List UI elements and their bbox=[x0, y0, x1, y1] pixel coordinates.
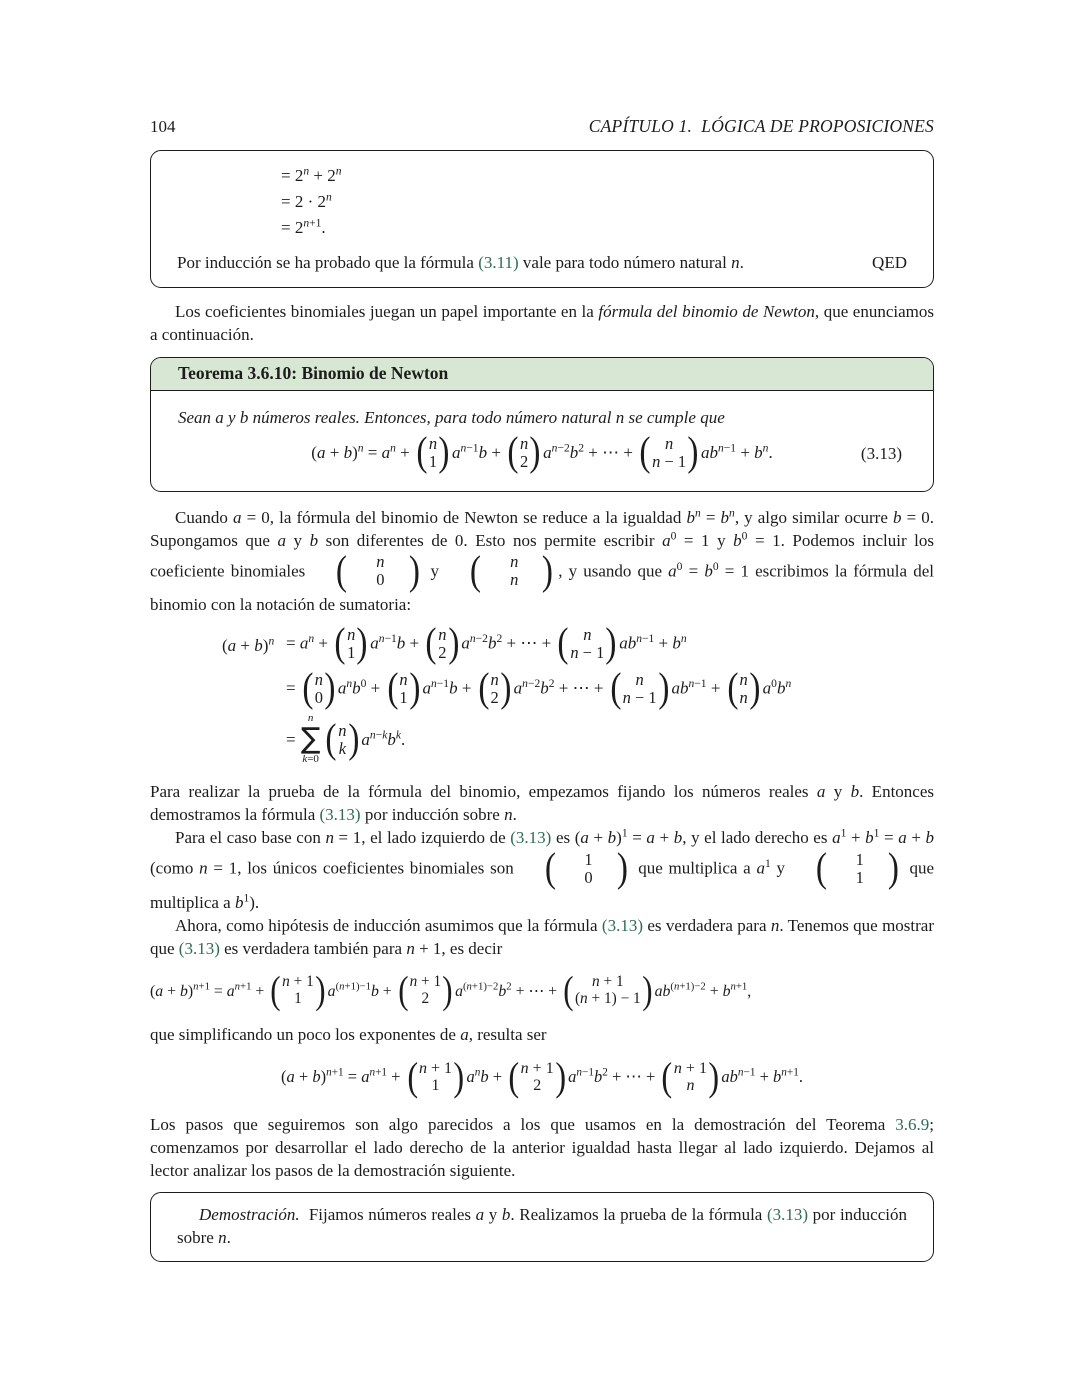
binomial-coefficient: ( n n ) bbox=[727, 664, 761, 711]
binomial-coefficient: ( n k ) bbox=[325, 715, 360, 762]
binomial-coefficient: ( n n − 1 ) bbox=[639, 429, 699, 475]
binomial-coefficient: ( n + 1 n ) bbox=[661, 1054, 720, 1100]
ref-3-13-link[interactable]: (3.13) bbox=[178, 938, 220, 958]
theorem-title: Teorema 3.6.10: Binomio de Newton bbox=[151, 358, 933, 391]
ref-3-13-link[interactable]: (3.13) bbox=[319, 804, 361, 824]
binomial-coefficient: ( n + 1 (n + 1) − 1 ) bbox=[563, 969, 653, 1012]
page-number: 104 bbox=[150, 117, 176, 136]
derivation-lhs: $(a + b)^n$ bbox=[222, 633, 275, 655]
paragraph-cuando: Cuando a = 0, la fórmula del binomio de Newton se reduce a la igualdad $b^n = b^n$, y algo similar ocurre b = 0. Supongamos que a y b son diferentes de 0. Esto nos permite escribir $a^0 = 1$ y $b^0 = 1$. Podemos incluir los coeficiente binomiales ( n 0 ) y ( n n ) , y usando que $a^0 = b^0 = 1$ escribimos la fórmula del binomio con la notación de sumatoria: bbox=[150, 506, 935, 615]
paragraph-para-realizar: Para realizar la prueba de la fórmula del binomio, empezamos fijando los números reales a y b. Entonces demostramos la fórmula (3.13) por inducción sobre n. bbox=[150, 781, 934, 824]
binomial-coefficient: ( n n − 1 ) bbox=[610, 664, 670, 711]
proof-box bbox=[150, 1192, 934, 1262]
binomial-coefficient: ( n + 1 2 ) bbox=[508, 1054, 566, 1100]
derivation-row bbox=[222, 664, 934, 711]
ref-3-13-link[interactable]: (3.13) bbox=[601, 915, 643, 935]
binomial-coefficient: ( n 1 ) bbox=[386, 664, 421, 711]
binomial-coefficient: ( n 2 ) bbox=[425, 620, 460, 667]
derivation-rhs: = n ∑ k=0 ( n k ) $a^{n-k}b^k$. bbox=[286, 711, 406, 766]
equation-line: = $2 \cdot 2^n$ bbox=[281, 190, 332, 211]
paragraph-ahora: Ahora, como hipótesis de inducción asumimos que la fórmula (3.13) es verdadera para n. Tenemos que mostrar que (3.13) es verdadera también para n + 1, es decir bbox=[150, 915, 935, 958]
binomial-coefficient: ( n + 1 2 ) bbox=[397, 969, 453, 1012]
derivation-row bbox=[222, 620, 934, 667]
ref-3-13-link[interactable]: (3.13) bbox=[766, 1204, 809, 1224]
equation-line: = $2^n + 2^n$ bbox=[281, 164, 342, 185]
ref-3-11-link[interactable]: (3.11) bbox=[478, 253, 519, 272]
induction-qed-box bbox=[150, 150, 934, 288]
binomial-coefficient: ( n 1 ) bbox=[416, 429, 450, 475]
induction-conclusion-text: Por inducción se ha probado que la fórmula (3.11) vale para todo número natural n. bbox=[177, 253, 744, 272]
binomial-coefficient: ( n 0 ) bbox=[336, 547, 420, 594]
paragraph-caso-base: Para el caso base con n = 1, el lado izquierdo de (3.13) es $(a + b)^1 = a + b$, y el lado derecho es $a^1 + b^1 = a + b$ (como n = 1, los únicos coeficientes binomiales son ( 1 0 ) que multiplica a $a^1$ y ( 1 1 ) que multiplica a $b^1$). bbox=[150, 826, 935, 912]
derivation-rhs: = ( n 0 ) $a^nb^0$ + ( n 1 ) $a^{n-1}b$ + ( n 2 ) $a^{n-2}b^2$ + ⋯ + ( n n − 1 ) $ab^{n-1}$ + ( n n ) $a^0b^n$ bbox=[286, 664, 792, 711]
binomial-coefficient: ( n + 1 1 ) bbox=[406, 1054, 465, 1100]
binomial-coefficient: ( n 0 ) bbox=[302, 664, 336, 711]
summation-symbol: n ∑ k=0 bbox=[300, 711, 321, 766]
equation-number-label: (3.13) bbox=[860, 443, 902, 463]
theorem-box bbox=[150, 357, 934, 492]
binomial-coefficient: ( 1 0 ) bbox=[544, 844, 628, 891]
equation-line: = $2^{n+1}$. bbox=[281, 216, 326, 237]
ref-3-13-link[interactable]: (3.13) bbox=[510, 827, 552, 847]
ref-teorema-3-6-9-link[interactable]: 3.6.9 bbox=[895, 1114, 930, 1134]
induction-step-equation: $(a + b)^{n+1} = a^{n+1}$ + ( n + 1 1 ) $a^{(n+1)-1}b$ + ( n + 1 2 ) $a^{(n+1)-2}b^2$ + ⋯ + ( n + 1 (n + 1) − 1 ) $ab^{(n+1)-2} + b^{n+1}$, bbox=[150, 969, 752, 1012]
binomial-coefficient: ( n + 1 1 ) bbox=[270, 969, 326, 1012]
simplified-equation: $(a + b)^{n+1} = a^{n+1}$ + ( n + 1 1 ) $a^nb$ + ( n + 1 2 ) $a^{n-1}b^2$ + ⋯ + ( n + 1 n ) $ab^{n-1} + b^{n+1}$. bbox=[281, 1054, 803, 1100]
theorem-statement: Sean a y b números reales. Entonces, para todo número natural n se cumple que bbox=[178, 408, 725, 427]
binomial-coefficient: ( n n ) bbox=[470, 547, 554, 594]
derivation-rhs: = $a^n$ + ( n 1 ) $a^{n-1}b$ + ( n 2 ) $a^{n-2}b^2$ + ⋯ + ( n n − 1 ) $ab^{n-1} + b^n$ bbox=[286, 620, 687, 667]
binomial-coefficient: ( n n − 1 ) bbox=[557, 620, 617, 667]
paragraph-simplificando: que simplificando un poco los exponentes de a, resulta ser bbox=[150, 1025, 547, 1045]
binomial-theorem-formula: $(a + b)^n = a^n$ + ( n 1 ) $a^{n-1}b$ + ( n 2 ) $a^{n-2}b^2$ + ⋯ + ( n n − 1 ) $ab^{n-1} + b^n$. bbox=[311, 429, 773, 475]
binomial-coefficient: ( n 2 ) bbox=[507, 429, 541, 475]
derivation-row bbox=[222, 711, 934, 768]
summation-derivation-block bbox=[222, 620, 934, 768]
qed-label: QED bbox=[872, 253, 907, 272]
binomial-coefficient: ( 1 1 ) bbox=[815, 844, 899, 891]
paragraph-pasos: Los pasos que seguiremos son algo parecidos a los que usamos en la demostración del Teorema 3.6.9; comenzamos por desarrollar el lado derecho de la anterior igualdad hasta llegar al lado izquierdo. Dejamos al lector analizar los pasos de la demostración siguiente. bbox=[150, 1114, 934, 1180]
intro-paragraph: Los coeficientes binomiales juegan un papel importante en la fórmula del binomio de Newton, que enunciamos a continuación. bbox=[150, 302, 935, 344]
running-header bbox=[150, 0, 934, 137]
chapter-title: CAPÍTULO 1. LÓGICA DE PROPOSICIONES bbox=[588, 116, 934, 136]
binomial-coefficient: ( n 2 ) bbox=[478, 664, 512, 711]
theorem-body bbox=[151, 391, 933, 491]
page-content bbox=[150, 0, 934, 1262]
proof-text: Demostración. Fijamos números reales a y b. Realizamos la prueba de la fórmula (3.13) por inducción sobre n. bbox=[177, 1204, 907, 1247]
binomial-coefficient: ( n 1 ) bbox=[334, 620, 368, 667]
